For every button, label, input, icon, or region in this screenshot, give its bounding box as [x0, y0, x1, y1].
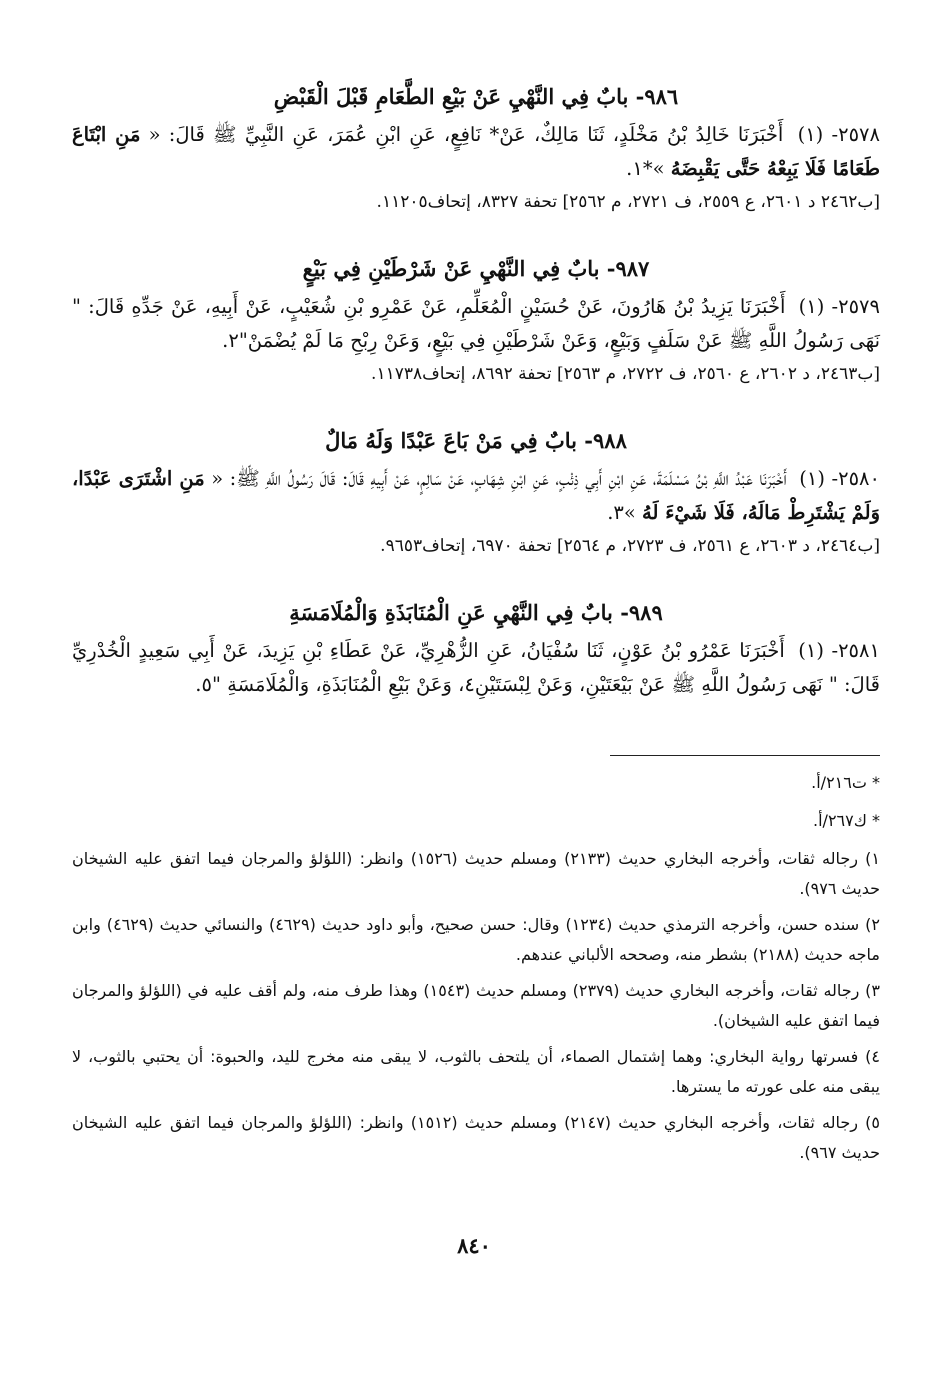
manuscript-note: * ك٢٦٧/أ. [813, 811, 880, 830]
takhrij-line: [ب٢٤٦٤، د ٢٦٠٣، ع ٢٥٦١، ف ٢٧٢٣، م ٢٥٦٤] تحفة ٦٩٧٠، إتحاف٩٦٥٣. [380, 536, 880, 556]
hadith-number: ٢٥٨١- (١) [798, 639, 880, 662]
hadith-text [72, 634, 880, 702]
footnote: ١) رجاله ثقات، وأخرجه البخاري حديث (٢١٣٣) ومسلم حديث (١٥٢٦) وانظر: (اللؤلؤ والمرجان فيما اتفق عليه الشيخان حديث ٩٧٦). [72, 849, 880, 898]
footnote: ٢) سنده حسن، وأخرجه الترمذي حديث (١٢٣٤) وقال: حسن صحيح، وأبو داود حديث (٤٦٢٩) والنسائي حديث (٤٦٢٩) وابن ماجه حديث (٢١٨٨) بشطر منه، وصححه الألباني عندهم. [72, 915, 880, 964]
manuscript-note: * ت٢١٦/أ. [811, 773, 880, 792]
footnotes-area [72, 768, 880, 1174]
main-text [72, 80, 880, 736]
hadith-text [72, 118, 880, 186]
hadith-end: »*١. [626, 157, 665, 180]
footnote-separator [610, 755, 880, 756]
chapter-title: ٩٨٧- بابٌ فِي النَّهْيِ عَنْ شَرْطَيْنِ فِي بَيْعٍ [302, 256, 650, 281]
hadith-text [72, 290, 880, 358]
hadith-number: ٢٥٧٨- (١) [797, 123, 880, 146]
chapter-section [72, 80, 880, 218]
chapter-section [72, 424, 880, 562]
chapter-title: ٩٨٩- بابٌ فِي النَّهْيِ عَنِ الْمُنَابَذَةِ وَالْمُلَامَسَةِ [289, 600, 663, 625]
hadith-chain: أَخْبَرَنَا عَمْرُو بْنُ عَوْنٍ، ثَنَا سُفْيَانُ، عَنِ الزُّهْرِيِّ، عَنْ عَطَاءِ بْنِ يَزِيدَ، عَنْ أَبِي سَعِيدٍ الْخُدْرِيِّ قَالَ: " نَهَى رَسُولُ اللَّهِ ﷺ عَنْ بَيْعَتَيْنِ، وَعَنْ لِبْسَتَيْنِ٤، وَعَنْ بَيْعِ الْمُنَابَذَةِ، وَالْمُلَامَسَةِ "٥. [72, 639, 880, 696]
hadith-number: ٢٥٧٩- (١) [798, 295, 880, 318]
hadith-text [72, 462, 880, 530]
chapter-section [72, 596, 880, 702]
takhrij-line: [ب٢٤٦٣، د ٢٦٠٢، ع ٢٥٦٠، ف ٢٧٢٢، م ٢٥٦٣] تحفة ٨٦٩٢، إتحاف١١٧٣٨. [371, 364, 880, 384]
hadith-chain: أَخْبَرَنَا يَزِيدُ بْنُ هَارُونَ، عَنْ حُسَيْنٍ الْمُعَلِّمِ، عَنْ عَمْرِو بْنِ شُعَيْبٍ، عَنْ أَبِيهِ، عَنْ جَدِّهِ قَالَ: " نَهَى رَسُولُ اللَّهِ ﷺ عَنْ سَلَفٍ وَبَيْعٍ، وَعَنْ شَرْطَيْنِ فِي بَيْعٍ، وَعَنْ رِبْحِ مَا لَمْ يُضْمَنْ"٢. [72, 295, 880, 352]
footnote: ٤) فسرتها رواية البخاري: وهما إشتمال الصماء، أن يلتحف بالثوب، لا يبقى منه مخرج لليد، والحبوة: أن يحتبي بالثوب، لا يبقى منه على عورته ما يسترها. [72, 1047, 880, 1096]
hadith-chain: أَخْبَرَنَا عَبْدُ اللَّهِ بْنُ مَسْلَمَةَ، عَنِ ابْنِ أَبِي ذِئْبٍ، عَنِ ابْنِ شِهَابٍ، عَنْ سَالِمٍ، عَنْ أَبِيهِ قَالَ: قَالَ رَسُولُ اللَّهِ ﷺ: « [211, 467, 787, 490]
chapter-section [72, 252, 880, 390]
takhrij-line: [ب٢٤٦٢ د ٢٦٠١، ع ٢٥٥٩، ف ٢٧٢١، م ٢٥٦٢] تحفة ٨٣٢٧، إتحاف١١٢٠٥. [376, 192, 880, 212]
footnote: ٥) رجاله ثقات، وأخرجه البخاري حديث (٢١٤٧) ومسلم حديث (١٥١٢) وانظر: (اللؤلؤ والمرجان فيما اتفق عليه الشيخان حديث ٩٦٧). [72, 1113, 880, 1162]
footnote: ٣) رجاله ثقات، وأخرجه البخاري حديث (٢٣٧٩) ومسلم حديث (١٥٤٣) وهذا طرف منه، ولم أقف عليه في (اللؤلؤ والمرجان فيما اتفق عليه الشيخان). [72, 981, 881, 1030]
hadith-quote: مَنِ ابْتَاعَ طَعَامًا فَلَا يَبِعْهُ حَتَّى يَقْبِضَهُ [72, 123, 880, 180]
hadith-chain: أَخْبَرَنَا خَالِدُ بْنُ مَخْلَدٍ، ثَنَا مَالِكٌ، عَنْ* نَافِعٍ، عَنِ ابْنِ عُمَرَ، عَنِ النَّبِيِّ ﷺ قَالَ: « [148, 123, 784, 146]
chapter-title: ٩٨٨- بابٌ فِي مَنْ بَاعَ عَبْدًا وَلَهُ مَالٌ [325, 428, 627, 453]
page-number: ٨٤٠ [457, 1233, 491, 1258]
chapter-title: ٩٨٦- بابٌ فِي النَّهْيِ عَنْ بَيْعِ الطَّعَامِ قَبْلَ الْقَبْضِ [273, 84, 679, 109]
hadith-number: ٢٥٨٠- (١) [799, 467, 881, 490]
hadith-end: »٣. [607, 501, 636, 524]
hadith-quote: مَنِ اشْتَرَى عَبْدًا، وَلَمْ يَشْتَرِطْ مَالَهُ، فَلَا شَيْءَ لَهُ [72, 467, 880, 524]
